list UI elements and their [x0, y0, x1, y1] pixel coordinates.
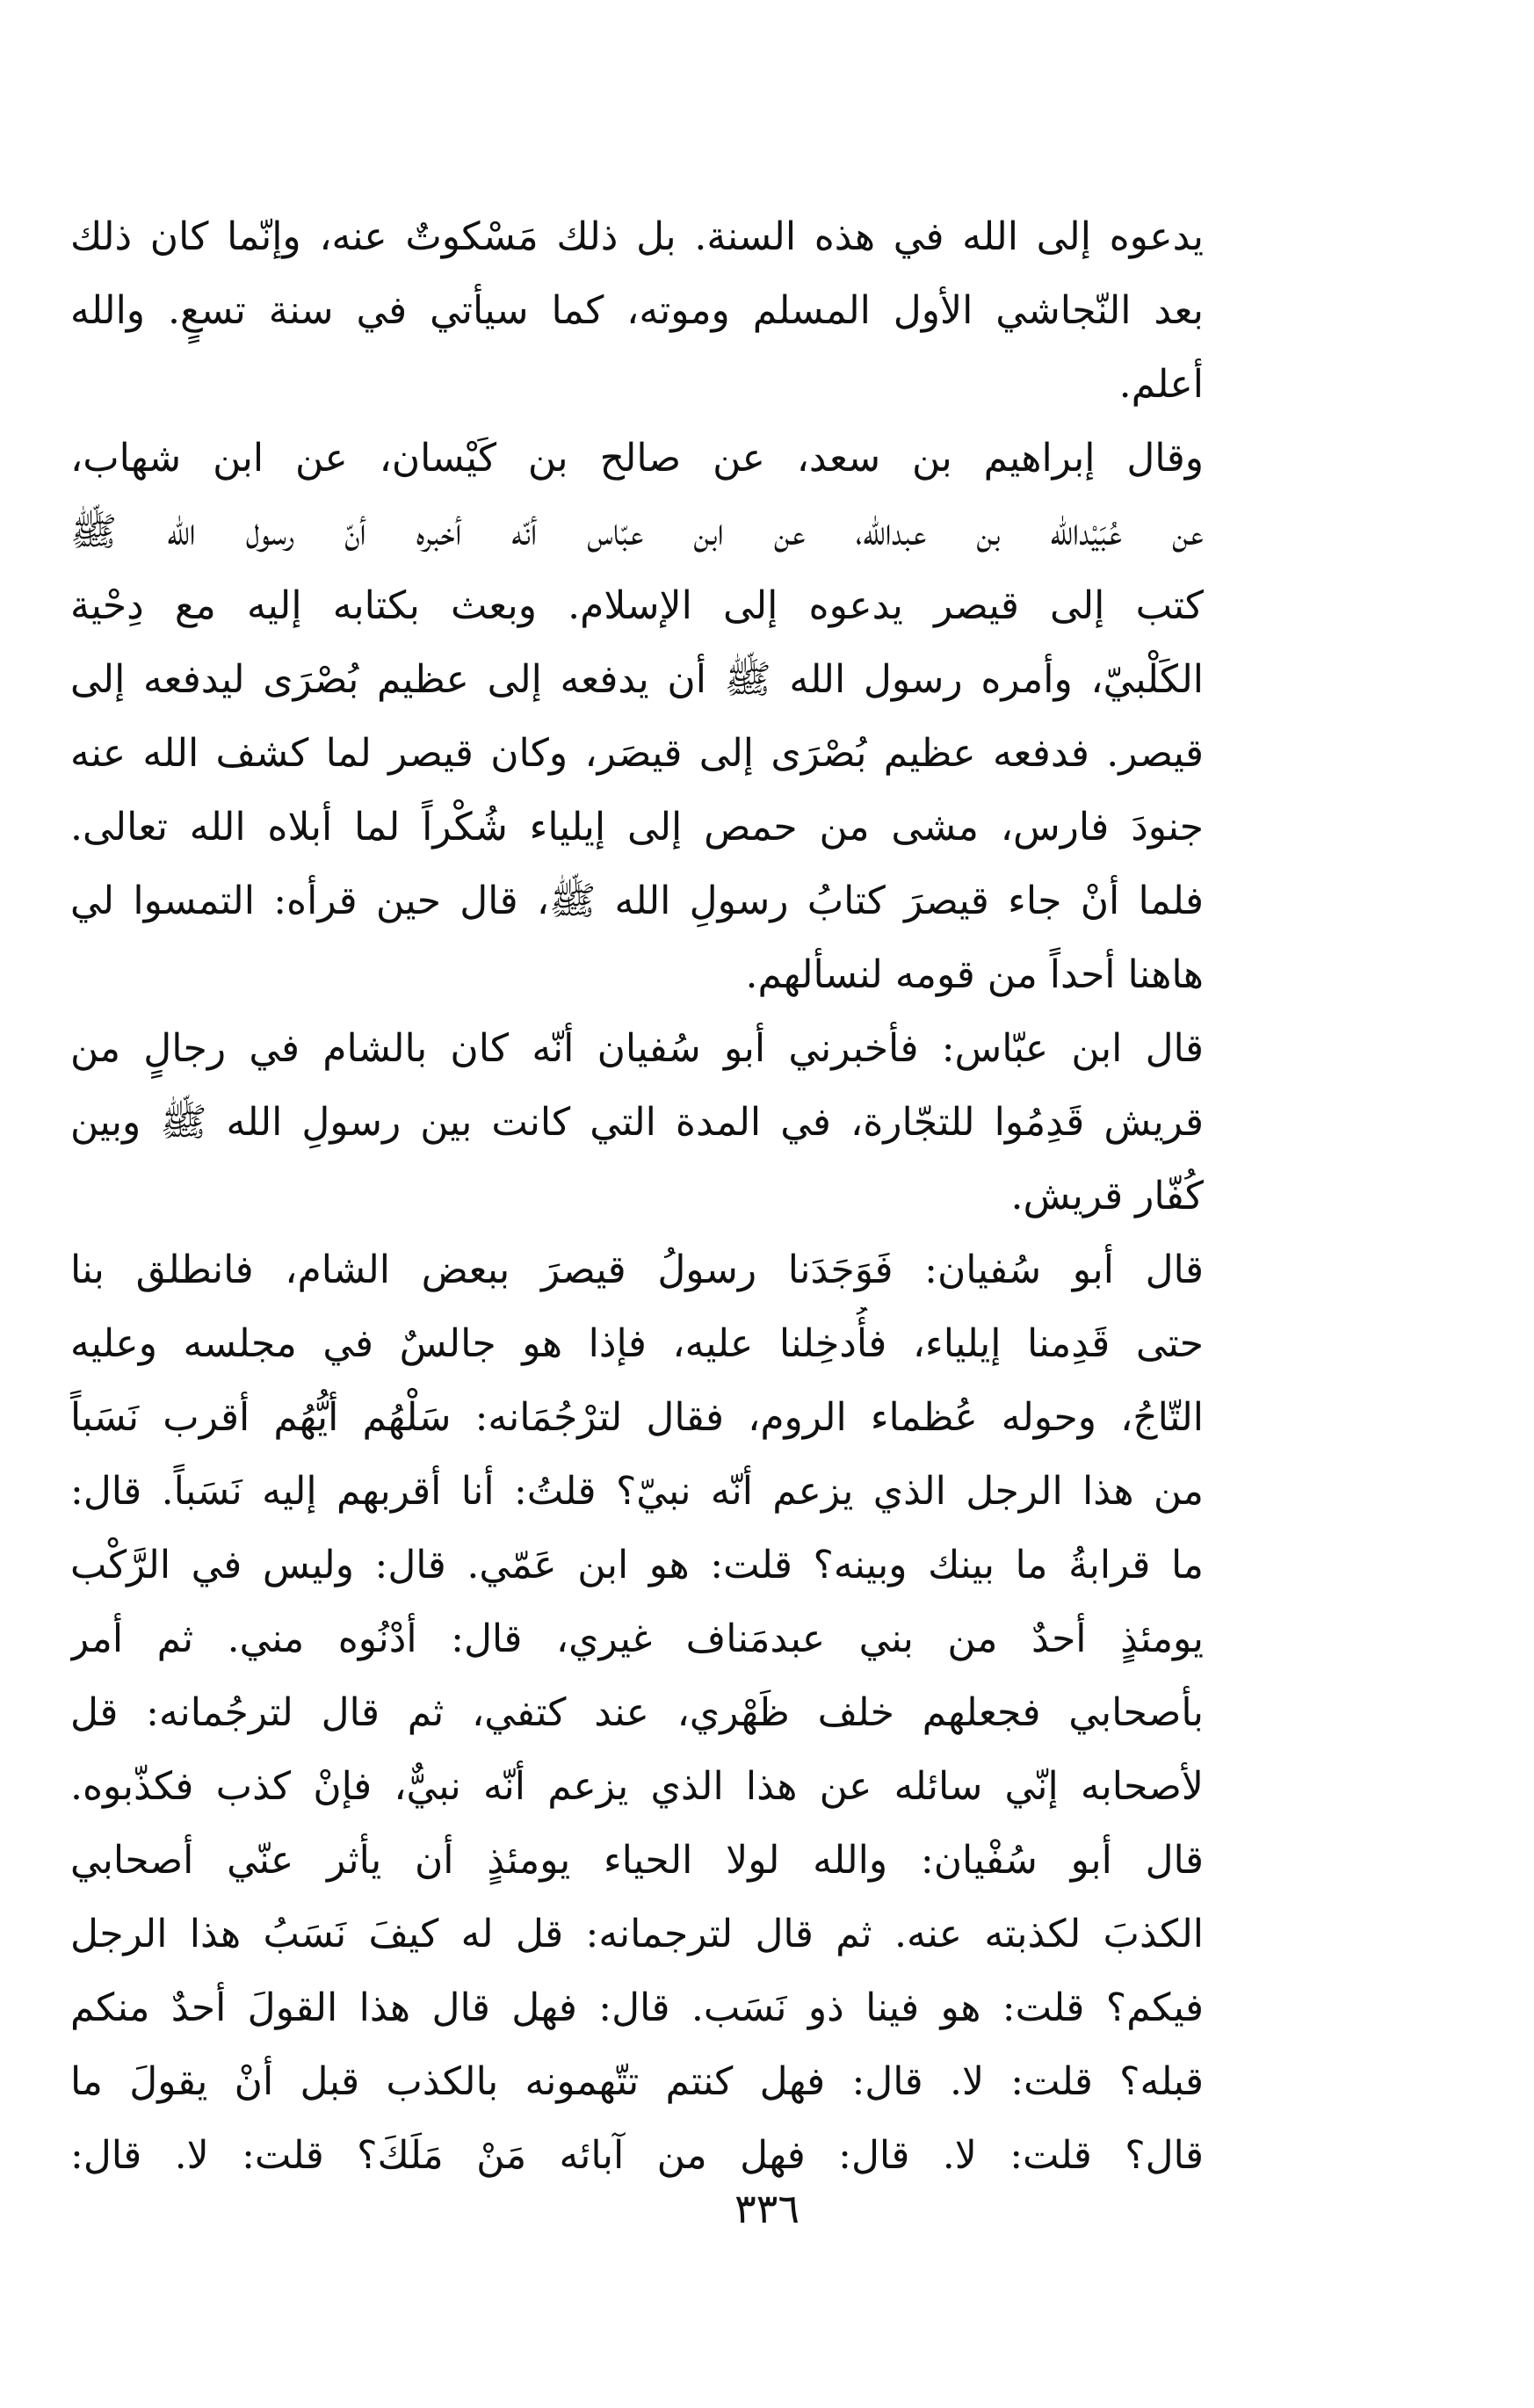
text-line: أعلم. — [1118, 362, 1204, 407]
text-line: لأصحابه إنّي سائله عن هذا الذي يزعم أنّه نبيٌّ، فإنْ كذب فكذّبوه. — [70, 1764, 1204, 1809]
text-line: قال ابن عبّاس: فأخبرني أبو سُفيان أنّه كان بالشام في رجالٍ من — [70, 1026, 1204, 1071]
text-line: من هذا الرجل الذي يزعم أنّه نبيّ؟ قلتُ: أنا أقربهم إليه نَسَباً. قال: — [70, 1469, 1204, 1514]
text-line: قيصر. فدفعه عظيم بُصْرَى إلى قيصَر، وكان قيصر لما كشف الله عنه — [70, 731, 1204, 776]
text-line: هاهنا أحداً من قومه لنسألهم. — [745, 952, 1204, 997]
text-line: عن عُبَيْدالله بن عبدالله، عن ابن عبّاس أنّه أخبره أنّ رسول الله ﷺ — [70, 510, 1204, 554]
text-line: ما قرابةُ ما بينك وبينه؟ قلت: هو ابن عَمّي. قال: وليس في الرَّكْب — [70, 1543, 1204, 1587]
page-number: ٣٣٦ — [734, 2185, 800, 2232]
text-line: قبله؟ قلت: لا. قال: فهل كنتم تتّهمونه بالكذب قبل أنْ يقولَ ما — [70, 2059, 1204, 2104]
text-line: التّاجُ، وحوله عُظماء الروم، فقال لترْجُمَانه: سَلْهُم أيُّهُم أقرب نَسَباً — [70, 1395, 1204, 1440]
text-line: كتب إلى قيصر يدعوه إلى الإسلام. وبعث بكتابه إليه مع دِحْية — [70, 583, 1204, 628]
text-line: الكذبَ لكذبته عنه. ثم قال لترجمانه: قل له كيفَ نَسَبُ هذا الرجل — [70, 1912, 1204, 1956]
text-line: جنودَ فارس، مشى من حمص إلى إيلياء شُكْراً لما أبلاه الله تعالى. — [70, 805, 1204, 850]
text-line: حتى قَدِمنا إيلياء، فأُدخِلنا عليه، فإذا هو جالسٌ في مجلسه وعليه — [70, 1321, 1204, 1366]
text-line: قال؟ قلت: لا. قال: فهل من آبائه مَنْ مَلَكَ؟ قلت: لا. قال: — [70, 2133, 1204, 2178]
body-text — [70, 200, 1204, 2193]
text-line: فلما أنْ جاء قيصرَ كتابُ رسولِ الله ﷺ، قال حين قرأه: التمسوا لي — [70, 879, 1204, 923]
text-line: فيكم؟ قلت: هو فينا ذو نَسَب. قال: فهل قال هذا القولَ أحدٌ منكم — [70, 1985, 1204, 2030]
text-line: قال أبو سُفيان: فَوَجَدَنا رسولُ قيصرَ ببعض الشام، فانطلق بنا — [70, 1247, 1204, 1292]
text-line: بعد النّجاشي الأول المسلم وموته، كما سيأتي في سنة تسعٍ. والله — [70, 288, 1204, 333]
text-line: كُفّار قريش. — [1010, 1174, 1204, 1218]
text-line: يدعوه إلى الله في هذه السنة. بل ذلك مَسْكوتٌ عنه، وإنّما كان ذلك — [70, 214, 1204, 259]
text-line: الكَلْبيّ، وأمره رسول الله ﷺ أن يدفعه إلى عظيم بُصْرَى ليدفعه إلى — [70, 657, 1204, 702]
text-line: بأصحابي فجعلهم خلف ظَهْري، عند كتفي، ثم قال لترجُمانه: قل — [70, 1690, 1204, 1735]
text-line: يومئذٍ أحدٌ من بني عبدمَناف غيري، قال: أدْنُوه مني. ثم أمر — [70, 1616, 1204, 1661]
text-line: قريش قَدِمُوا للتجّارة، في المدة التي كانت بين رسولِ الله ﷺ وبين — [70, 1100, 1204, 1145]
text-line: وقال إبراهيم بن سعد، عن صالح بن كَيْسان، عن ابن شهاب، — [70, 436, 1204, 481]
text-line: قال أبو سُفْيان: والله لولا الحياء يومئذٍ أن يأثر عنّي أصحابي — [70, 1838, 1204, 1883]
